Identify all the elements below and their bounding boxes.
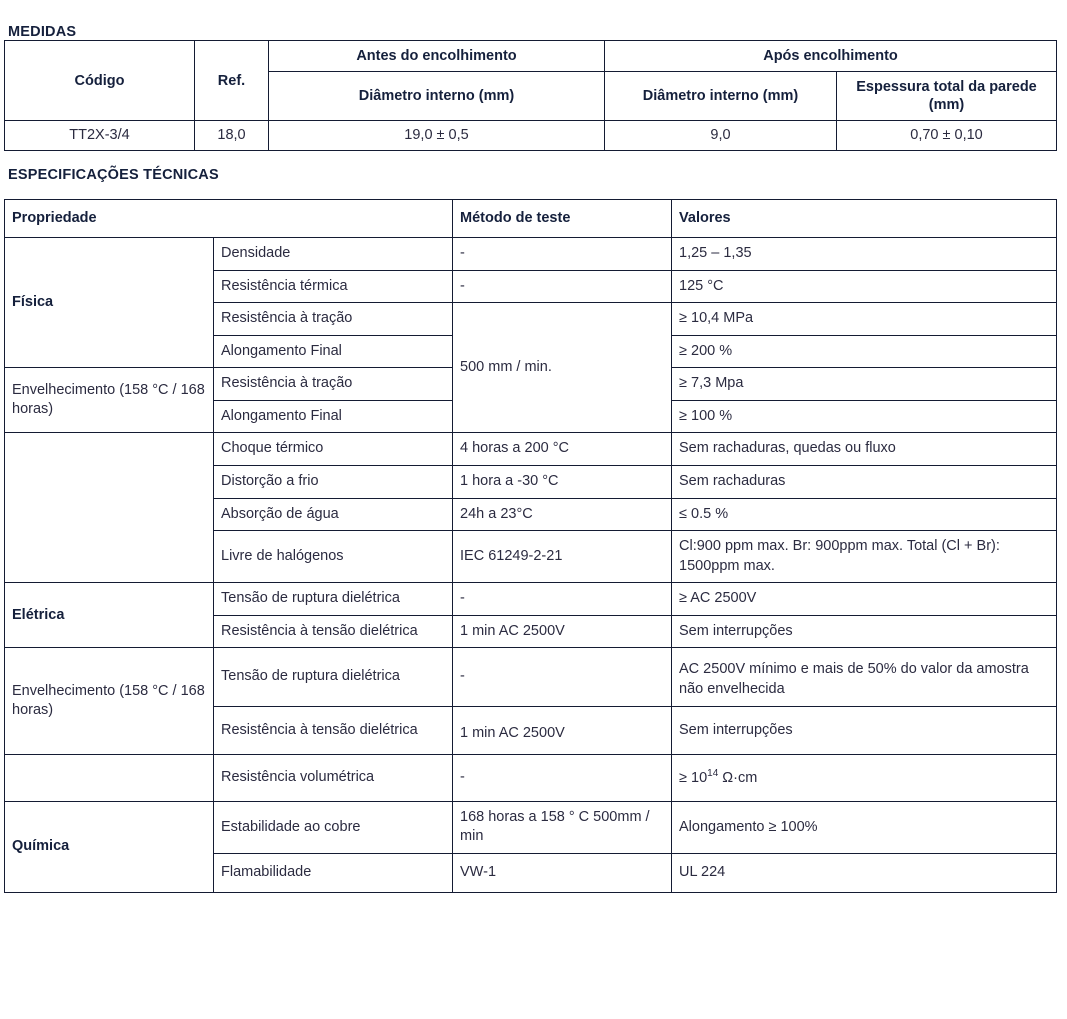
specs-value-exponent: 14 — [707, 768, 719, 780]
specs-property: Livre de halógenos — [214, 531, 453, 583]
measures-header-ref: Ref. — [195, 41, 269, 121]
specs-header-method: Método de teste — [453, 199, 672, 238]
specs-property: Tensão de ruptura dielétrica — [214, 648, 453, 706]
specs-method: - — [453, 270, 672, 303]
specs-table — [4, 199, 1057, 893]
measures-cell-after-inner-dia: 9,0 — [605, 121, 837, 150]
specs-group-eletrica: Elétrica — [5, 583, 214, 648]
specs-title: ESPECIFICAÇÕES TÉCNICAS — [8, 166, 219, 183]
specs-method: - — [453, 648, 672, 706]
specs-method: - — [453, 755, 672, 802]
specs-group-blank-1 — [5, 433, 214, 583]
specs-value: Cl:900 ppm max. Br: 900ppm max. Total (Cl + Br): 1500ppm max. — [672, 531, 1057, 583]
specs-value: Sem rachaduras, quedas ou fluxo — [672, 433, 1057, 466]
specs-property: Resistência à tração — [214, 368, 453, 401]
specs-property: Tensão de ruptura dielétrica — [214, 583, 453, 616]
specs-property: Alongamento Final — [214, 400, 453, 433]
specs-value-prefix: ≥ 10 — [679, 769, 708, 786]
specs-value: ≥ 7,3 Mpa — [672, 368, 1057, 401]
specs-section — [0, 167, 1067, 893]
specs-group-blank-2 — [5, 755, 214, 802]
specs-property: Resistência térmica — [214, 270, 453, 303]
specs-method: 1 min AC 2500V — [453, 615, 672, 648]
specs-value: 125 °C — [672, 270, 1057, 303]
datasheet-page — [0, 22, 1067, 893]
specs-value: Sem interrupções — [672, 615, 1057, 648]
specs-property: Flamabilidade — [214, 854, 453, 893]
specs-value: Sem rachaduras — [672, 466, 1057, 499]
specs-value: ≥ 10,4 MPa — [672, 303, 1057, 336]
specs-value: Alongamento ≥ 100% — [672, 801, 1057, 854]
measures-header-after-group: Após encolhimento — [605, 41, 1057, 72]
measures-cell-ref: 18,0 — [195, 121, 269, 150]
specs-value: ≥ AC 2500V — [672, 583, 1057, 616]
measures-cell-before-inner-dia: 19,0 ± 0,5 — [269, 121, 605, 150]
table-row — [5, 801, 1057, 854]
specs-method: 168 horas a 158 ° C 500mm / min — [453, 801, 672, 854]
specs-value-suffix: Ω·cm — [718, 769, 758, 786]
table-row — [5, 755, 1057, 802]
specs-property: Absorção de água — [214, 498, 453, 531]
specs-property: Resistência volumétrica — [214, 755, 453, 802]
measures-header-before-inner-dia: Diâmetro interno (mm) — [269, 72, 605, 121]
table-row — [5, 433, 1057, 466]
specs-group-fisica: Física — [5, 238, 214, 368]
specs-group-envelhecimento-2: Envelhecimento (158 °C / 168 horas) — [5, 648, 214, 755]
specs-value: ≥ 200 % — [672, 335, 1057, 368]
table-row — [5, 583, 1057, 616]
specs-value: 1,25 – 1,35 — [672, 238, 1057, 271]
specs-header-property: Propriedade — [5, 199, 453, 238]
measures-title: MEDIDAS — [8, 24, 77, 40]
table-row — [5, 648, 1057, 706]
specs-method: 4 horas a 200 °C — [453, 433, 672, 466]
specs-property: Densidade — [214, 238, 453, 271]
specs-method: IEC 61249-2-21 — [453, 531, 672, 583]
measures-header-code: Código — [5, 41, 195, 121]
specs-property: Choque térmico — [214, 433, 453, 466]
specs-method: 24h a 23°C — [453, 498, 672, 531]
specs-group-quimica: Química — [5, 801, 214, 892]
specs-value: UL 224 — [672, 854, 1057, 893]
specs-value-volumetric — [672, 755, 1057, 802]
measures-cell-code: TT2X-3/4 — [5, 121, 195, 150]
measures-cell-after-wall: 0,70 ± 0,10 — [837, 121, 1057, 150]
measures-header-row-1 — [5, 41, 1057, 72]
measures-table — [4, 40, 1057, 151]
specs-method: 1 hora a -30 °C — [453, 466, 672, 499]
specs-property: Resistência à tração — [214, 303, 453, 336]
specs-value: ≥ 100 % — [672, 400, 1057, 433]
specs-method: VW-1 — [453, 854, 672, 893]
specs-property: Resistência à tensão dielétrica — [214, 706, 453, 755]
specs-header-row — [5, 199, 1057, 238]
measures-header-after-inner-dia: Diâmetro interno (mm) — [605, 72, 837, 121]
measures-header-after-wall: Espessura total da parede (mm) — [837, 72, 1057, 121]
specs-property: Distorção a frio — [214, 466, 453, 499]
specs-value: AC 2500V mínimo e mais de 50% do valor da amostra não envelhecida — [672, 648, 1057, 706]
specs-group-envelhecimento-1: Envelhecimento (158 °C / 168 horas) — [5, 368, 214, 433]
specs-property: Alongamento Final — [214, 335, 453, 368]
table-row — [5, 121, 1057, 150]
specs-method: - — [453, 583, 672, 616]
specs-property: Resistência à tensão dielétrica — [214, 615, 453, 648]
specs-property: Estabilidade ao cobre — [214, 801, 453, 854]
specs-value: Sem interrupções — [672, 706, 1057, 755]
specs-value: ≤ 0.5 % — [672, 498, 1057, 531]
table-row — [5, 238, 1057, 271]
measures-header-before-group: Antes do encolhimento — [269, 41, 605, 72]
measures-section — [0, 22, 1067, 151]
specs-method: 1 min AC 2500V — [453, 706, 672, 755]
specs-method: - — [453, 238, 672, 271]
specs-header-values: Valores — [672, 199, 1057, 238]
specs-method-500mm: 500 mm / min. — [453, 303, 672, 433]
